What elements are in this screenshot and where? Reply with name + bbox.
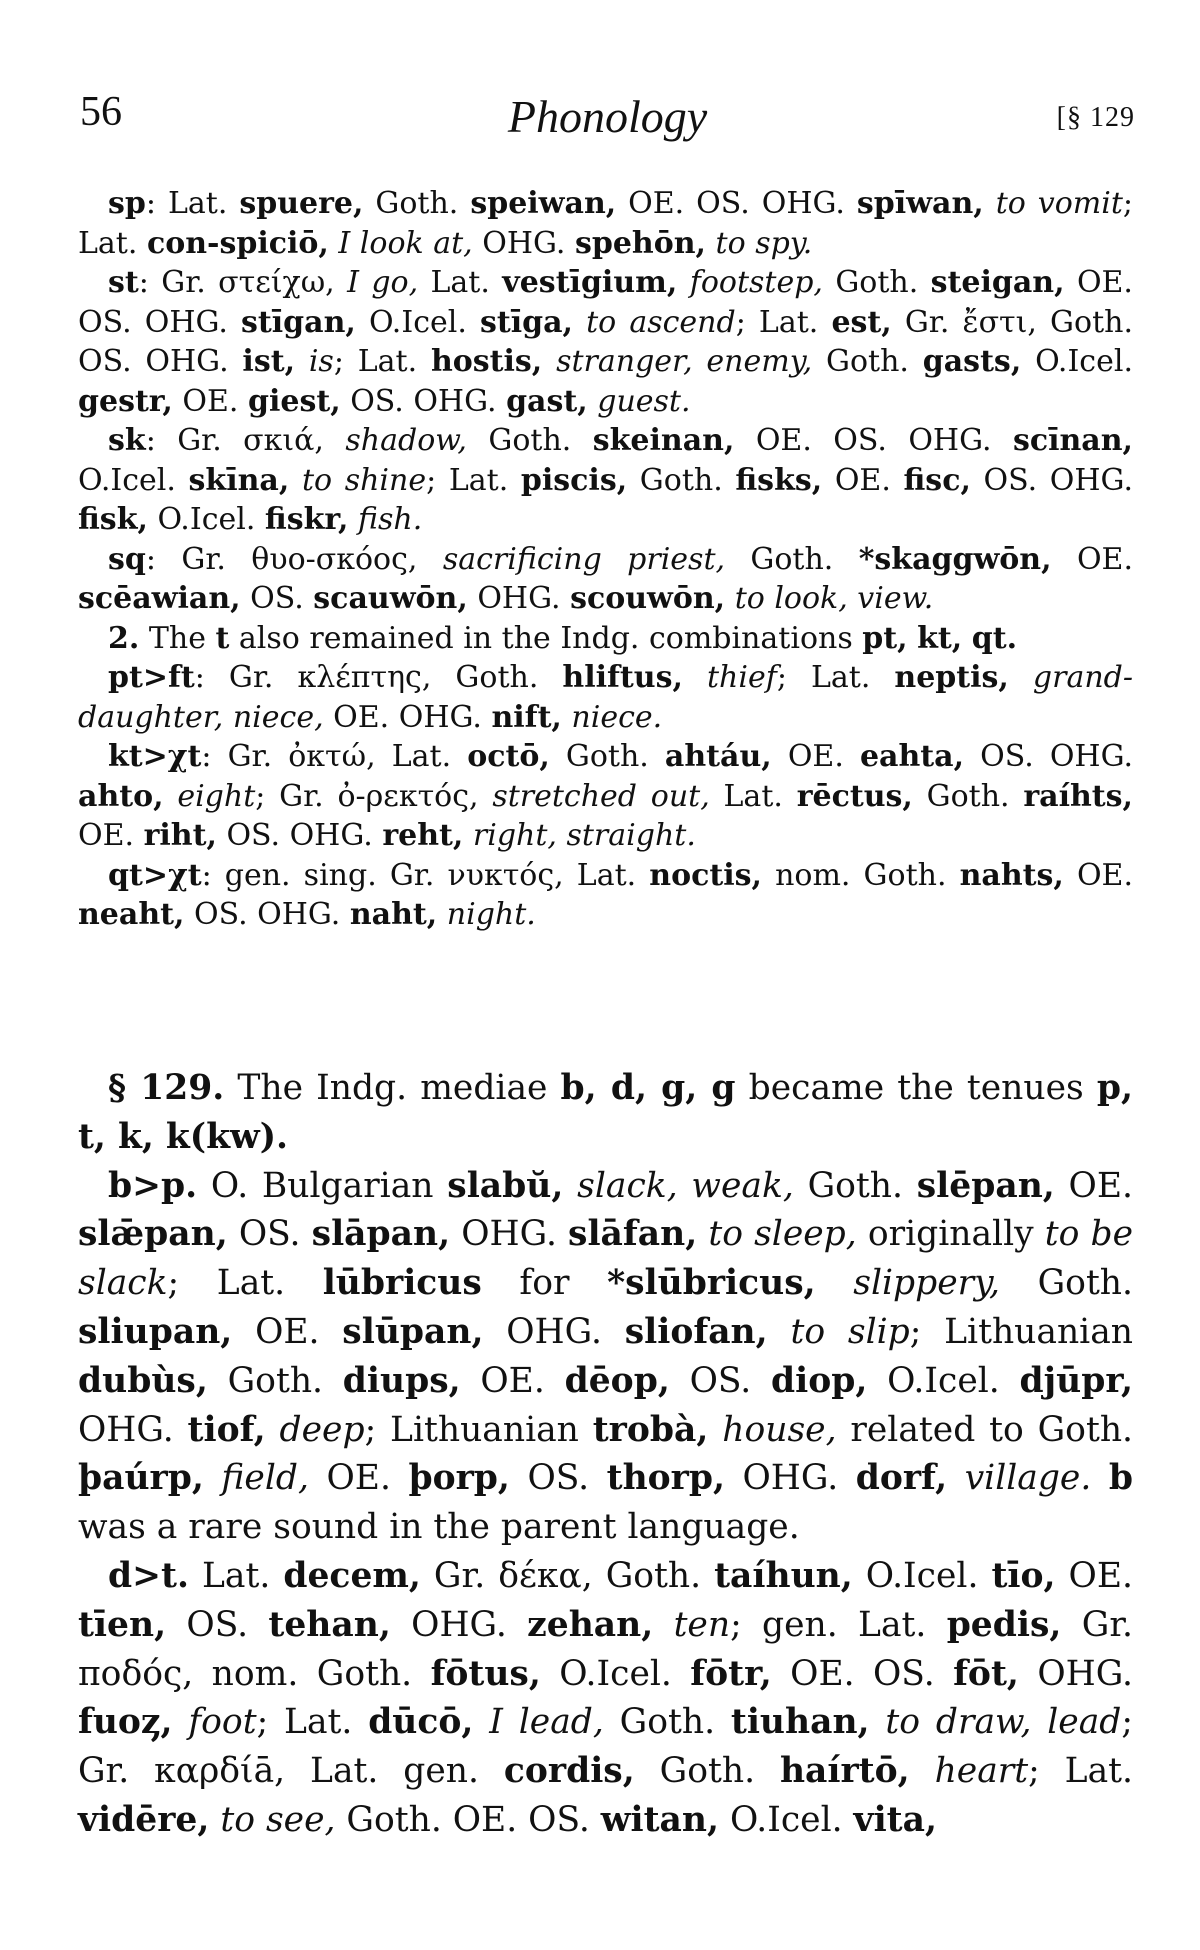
paragraph-st — [78, 263, 1133, 421]
italic-gloss: I go, — [347, 265, 419, 300]
text-run — [653, 1605, 673, 1645]
italic-gloss: foot — [188, 1702, 257, 1743]
bold-word: nift, — [491, 699, 562, 735]
bold-word: sliofan, — [624, 1311, 768, 1352]
text-run: OE. OS. OHG. — [616, 186, 857, 221]
bold-word: diups, — [342, 1360, 461, 1401]
italic-gloss: fish. — [358, 502, 423, 537]
paragraph-sq — [78, 540, 1133, 619]
bold-word: stīgan, — [241, 304, 356, 340]
text-run — [563, 1166, 577, 1206]
text-run: : Gr. θυο-σκόος, — [145, 541, 443, 577]
italic-gloss: is — [308, 344, 334, 379]
italic-gloss: grand-daughter, niece, — [78, 660, 1133, 735]
text-run — [706, 226, 716, 261]
italic-gloss: stretched out, — [492, 778, 710, 814]
text-run — [329, 226, 339, 261]
text-run: OE. — [172, 383, 248, 419]
text-run — [437, 897, 447, 932]
bold-word: kt>χt — [108, 739, 202, 774]
italic-gloss: I lead, — [489, 1702, 604, 1743]
text-run — [697, 1214, 708, 1254]
text-run: OHG. — [78, 1409, 188, 1450]
bold-word: st — [108, 265, 139, 300]
bold-word: scauwōn, — [313, 581, 468, 616]
text-run: ; Lat. — [78, 186, 1134, 261]
text-run — [204, 1458, 222, 1498]
bold-word: spīwan, — [856, 186, 984, 221]
italic-gloss: to vomit — [995, 186, 1123, 221]
text-run: OS. OHG. — [216, 818, 383, 853]
text-run: ; Lithuanian — [909, 1311, 1133, 1352]
text-run: OS. OHG. — [970, 462, 1133, 498]
italic-gloss: to be slack — [78, 1214, 1134, 1304]
bold-word: pedis, — [946, 1604, 1062, 1645]
bold-word: ahto, — [78, 778, 164, 814]
text-run: OE. — [1063, 857, 1133, 893]
italic-gloss: I look at, — [338, 225, 473, 261]
bold-word: scēawian, — [78, 581, 241, 616]
italic-gloss: slack, weak, — [577, 1165, 794, 1206]
text-run: ; Lat. — [735, 304, 832, 340]
bold-word: spehōn, — [574, 225, 706, 261]
bold-word: taíhun, — [714, 1555, 853, 1596]
bold-word: scīnan, — [1012, 423, 1133, 458]
italic-gloss: thief — [706, 660, 777, 695]
text-run: nom. Goth. — [761, 857, 960, 893]
bold-word: zehan, — [527, 1604, 654, 1645]
bold-word: b, d, g, g — [560, 1068, 736, 1108]
italic-gloss: field, — [221, 1458, 309, 1499]
bold-word: lūbricus — [322, 1263, 482, 1304]
text-run: Goth. — [725, 541, 859, 577]
text-run — [588, 384, 598, 419]
text-run: ; Lat. — [333, 344, 431, 379]
text-run: : Gr. στείχω, — [138, 265, 348, 300]
running-title: Phonology — [507, 91, 708, 142]
text-run: Goth. — [912, 778, 1024, 814]
text-run: Goth. — [627, 462, 736, 498]
bold-word: hliftus, — [562, 660, 683, 695]
text-run: OS. OHG. — [964, 739, 1134, 774]
text-run: Gr. δέκα, Goth. — [420, 1555, 715, 1596]
text-run — [708, 1410, 722, 1450]
italic-gloss: footstep, — [689, 265, 823, 300]
bold-word: giest, — [248, 383, 341, 419]
text-run — [542, 344, 556, 379]
text-run: Goth. — [207, 1360, 343, 1401]
text-run — [209, 1800, 220, 1840]
paragraph-t-combinations — [78, 619, 1133, 659]
bold-word: riht, — [143, 818, 217, 853]
text-run: ; Lat. — [256, 1702, 369, 1743]
text-run: OHG. — [483, 1311, 625, 1352]
text-run: O.Icel. — [355, 304, 480, 340]
bold-word: tīo, — [991, 1555, 1056, 1596]
text-run — [962, 621, 972, 656]
bold-word: decem, — [283, 1555, 421, 1596]
text-run: Goth. OE. OS. — [335, 1799, 601, 1840]
text-run: ; gen. Lat. — [730, 1604, 947, 1645]
bold-word: fisc, — [903, 462, 971, 498]
text-run: ; Lithuanian — [364, 1409, 593, 1450]
italic-gloss: heart — [934, 1751, 1029, 1792]
italic-gloss: deep — [279, 1409, 365, 1450]
text-run — [947, 1458, 965, 1498]
italic-gloss: to slip — [790, 1311, 910, 1352]
bold-word: p, t, k, k(kw). — [78, 1068, 1133, 1157]
text-run — [683, 660, 707, 695]
text-run: Goth. — [466, 423, 593, 458]
text-run — [984, 186, 996, 221]
text-run: was a rare sound in the parent language. — [78, 1507, 800, 1548]
text-run: Goth. — [603, 1702, 731, 1743]
bold-word: hostis, — [430, 344, 543, 379]
bold-word: ahtáu, — [664, 739, 772, 774]
text-run: Lat. — [709, 778, 797, 814]
bold-word: þaúrp, — [78, 1458, 204, 1499]
text-run: O. Bulgarian — [197, 1165, 448, 1206]
bold-word: naht, — [349, 897, 438, 932]
text-run: OS. — [669, 1360, 772, 1401]
bold-word: b>p. — [108, 1165, 198, 1206]
text-run: Goth. — [822, 265, 931, 300]
italic-gloss: eight — [177, 778, 256, 814]
text-run: The — [139, 620, 216, 656]
bold-word: fisks, — [735, 462, 823, 498]
page-number: 56 — [80, 89, 122, 135]
bold-word: sliupan, — [78, 1311, 233, 1352]
bold-word: qt. — [971, 620, 1018, 656]
text-run: OE. — [822, 462, 904, 498]
text-run — [173, 1702, 189, 1742]
text-run: OHG. — [390, 1604, 528, 1645]
italic-gloss: to see, — [220, 1799, 336, 1840]
italic-gloss: village. — [964, 1458, 1092, 1499]
bold-word: fōtr, — [690, 1653, 772, 1694]
bold-word: qt>χt — [108, 857, 202, 893]
text-run: Goth. — [812, 344, 923, 379]
text-run: Lat. — [188, 1555, 284, 1596]
bold-word: dubùs, — [78, 1360, 208, 1401]
bold-word: trobà, — [592, 1409, 709, 1450]
text-run: ; Lat. — [426, 462, 521, 498]
text-run: OE. — [1051, 541, 1133, 577]
bold-word: eahta, — [859, 739, 965, 774]
text-run: Gr. ἔστι, Goth. OS. OHG. — [78, 304, 1133, 379]
page-header — [80, 88, 1135, 148]
bold-word: pt, — [862, 620, 908, 656]
italic-gloss: ten — [673, 1604, 731, 1645]
text-run: Goth. — [549, 739, 665, 774]
text-run: also remained in the Indg. combinations — [229, 620, 863, 656]
bold-word: ist, — [242, 344, 296, 379]
bold-word: dūcō, — [368, 1702, 474, 1743]
text-run: originally — [856, 1214, 1045, 1255]
bold-word: slēpan, — [916, 1165, 1055, 1206]
bold-word: skeinan, — [592, 423, 735, 458]
bold-word: slāfan, — [568, 1214, 698, 1255]
bold-word: pt>ft — [108, 660, 195, 695]
paragraph-section-129 — [78, 1064, 1133, 1162]
italic-gloss: to look, view. — [734, 581, 934, 616]
paragraph-d-t — [78, 1552, 1133, 1845]
text-run — [1091, 1458, 1109, 1498]
text-run: O.Icel. — [867, 1360, 1020, 1401]
text-run: Goth. — [1000, 1263, 1133, 1304]
text-run — [1009, 660, 1033, 695]
text-run — [164, 779, 178, 814]
text-run: OS. OHG. — [184, 897, 350, 932]
bold-word: djūpr, — [1019, 1360, 1134, 1401]
text-run: O.Icel. — [852, 1555, 992, 1596]
italic-gloss: stranger, enemy, — [556, 344, 813, 379]
text-run: OE. OS. OHG. — [734, 423, 1013, 458]
italic-gloss: to spy. — [715, 225, 813, 261]
text-run: Lat. — [418, 265, 503, 300]
bold-word: *slūbricus, — [607, 1263, 816, 1304]
text-run — [463, 818, 473, 853]
text-run: OS. OHG. — [340, 383, 507, 419]
text-run: OHG. — [450, 1214, 569, 1255]
bold-word: gasts, — [922, 344, 1022, 379]
text-run: : Gr. σκιά, — [145, 423, 346, 458]
bold-word: thorp, — [606, 1458, 725, 1499]
text-run: became the tenues — [735, 1068, 1097, 1108]
bold-word: fuoȥ, — [78, 1702, 173, 1743]
bold-word: þorp, — [408, 1458, 510, 1499]
italic-gloss: house, — [722, 1409, 837, 1450]
paragraph-sk — [78, 421, 1133, 540]
italic-gloss: to shine — [301, 462, 427, 498]
text-run: OS. — [240, 581, 314, 616]
text-run — [910, 1751, 935, 1791]
bold-word: raíhts, — [1023, 778, 1133, 814]
text-run: OHG. — [1018, 1653, 1133, 1694]
bold-word: noctis, — [649, 857, 762, 893]
bold-word: scouwōn, — [570, 581, 726, 616]
text-run — [348, 502, 358, 537]
italic-gloss: slippery, — [853, 1263, 1000, 1304]
bold-word: dorf, — [855, 1458, 948, 1499]
text-run: OS. — [227, 1214, 312, 1255]
text-run — [289, 463, 302, 498]
text-run — [473, 1702, 489, 1742]
text-run — [870, 1702, 886, 1742]
bold-word: skīna, — [188, 462, 290, 498]
text-run: The Indg. mediae — [224, 1068, 561, 1108]
text-run: OHG. — [472, 225, 575, 261]
text-run: OE. OHG. — [323, 699, 492, 735]
italic-gloss: shadow, — [345, 423, 467, 458]
italic-gloss: sacrificing priest, — [442, 541, 726, 577]
bold-word: haírtō, — [779, 1751, 910, 1792]
bold-word: sp — [108, 186, 146, 221]
section-reference: [§ 129 — [1056, 102, 1135, 133]
bold-word: b — [1108, 1458, 1133, 1499]
small-print-block — [78, 184, 1133, 935]
text-run — [816, 1263, 854, 1303]
text-run: ; Lat. — [776, 660, 895, 695]
text-run: OE. — [1054, 1165, 1133, 1206]
bold-word: vita, — [853, 1799, 937, 1840]
bold-word: t — [215, 620, 230, 656]
text-run: OE. OS. — [771, 1653, 954, 1694]
text-run: for — [481, 1263, 608, 1304]
text-run: OE. — [232, 1311, 343, 1352]
section-129-block — [78, 1064, 1133, 1845]
bold-word: § 129. — [108, 1068, 225, 1108]
bold-word: d>t. — [108, 1555, 189, 1596]
text-run: : Gr. κλέπτης, Goth. — [194, 660, 563, 695]
bold-word: fōt, — [953, 1653, 1019, 1694]
bold-word: steigan, — [930, 265, 1065, 300]
text-run: ; Lat. — [167, 1263, 323, 1304]
bold-word: stīga, — [479, 304, 573, 340]
bold-word: spuere, — [239, 186, 364, 221]
text-run: ; Gr. ὀ-ρεκτός, — [255, 778, 493, 814]
text-run: OE. — [460, 1360, 565, 1401]
text-run: related to Goth. — [836, 1409, 1133, 1450]
text-run: Goth. — [363, 186, 471, 221]
paragraph-sp — [78, 184, 1133, 263]
text-run: OE. — [1055, 1555, 1133, 1596]
text-run: O.Icel. — [147, 502, 265, 537]
text-run: OHG. — [467, 581, 571, 616]
italic-gloss: niece. — [571, 699, 663, 735]
text-run: : Lat. — [145, 186, 240, 221]
bold-word: vidēre, — [78, 1799, 210, 1840]
text-run: OS. — [166, 1604, 269, 1645]
text-run — [768, 1312, 791, 1352]
bold-word: slǣpan, — [78, 1214, 228, 1255]
bold-word: slabŭ, — [447, 1165, 564, 1206]
text-run: O.Icel. — [78, 462, 189, 498]
bold-word: nahts, — [959, 857, 1064, 893]
paragraph-b-p — [78, 1162, 1133, 1552]
bold-word: dēop, — [564, 1360, 670, 1401]
bold-word: fisk, — [78, 502, 148, 537]
bold-word: diop, — [771, 1360, 868, 1401]
bold-word: fōtus, — [430, 1653, 541, 1694]
bold-word: piscis, — [520, 462, 628, 498]
bold-word: speiwan, — [470, 186, 617, 221]
text-run: OS. — [509, 1458, 607, 1499]
text-run: Goth. — [634, 1751, 780, 1792]
bold-word: gestr, — [78, 383, 173, 419]
bold-word: neaht, — [78, 897, 185, 932]
italic-gloss: to draw, lead — [885, 1702, 1122, 1743]
text-run: O.Icel. — [719, 1799, 854, 1840]
text-run: : Gr. ὀκτώ, Lat. — [201, 739, 468, 774]
bold-word: witan, — [600, 1799, 719, 1840]
text-run: OE. OS. OHG. — [78, 265, 1133, 340]
bold-word: neptis, — [894, 660, 1009, 695]
bold-word: slāpan, — [311, 1214, 451, 1255]
paragraph-kt-xt — [78, 737, 1133, 856]
bold-word: gast, — [506, 383, 588, 419]
italic-gloss: guest. — [597, 383, 691, 419]
bold-word: cordis, — [503, 1751, 635, 1792]
bold-word: fiskr, — [264, 502, 349, 537]
bold-word: reht, — [382, 818, 464, 853]
bold-word: octō, — [467, 739, 550, 774]
text-run — [266, 1410, 280, 1450]
bold-word: 2. — [108, 620, 140, 656]
text-run: OE. — [308, 1458, 409, 1499]
text-run: Gr. ποδός, nom. Goth. — [78, 1604, 1133, 1694]
text-run: : gen. sing. Gr. νυκτός, Lat. — [201, 857, 650, 893]
paragraph-pt-ft — [78, 658, 1133, 737]
text-run: OE. — [771, 739, 860, 774]
text-run: OE. — [78, 818, 144, 853]
paragraph-qt-xt — [78, 856, 1133, 935]
text-run — [908, 621, 918, 656]
italic-gloss: right, straight. — [472, 818, 696, 853]
text-run — [295, 344, 309, 379]
text-run — [725, 581, 735, 616]
bold-word: tehan, — [268, 1604, 391, 1645]
bold-word: vestīgium, — [502, 265, 678, 300]
bold-word: con-spiciō, — [146, 225, 329, 261]
text-run — [573, 305, 586, 340]
bold-word: tiuhan, — [730, 1702, 870, 1743]
italic-gloss: to ascend — [586, 304, 736, 340]
text-run — [562, 700, 572, 735]
text-run — [677, 265, 689, 300]
bold-word: sk — [108, 423, 146, 458]
text-run: ; Lat. — [1028, 1751, 1133, 1792]
bold-word: sq — [108, 541, 146, 577]
bold-word: tiof, — [187, 1409, 266, 1450]
text-run: ; Gr. καρδίā, Lat. gen. — [78, 1702, 1133, 1792]
text-run: O.Icel. — [540, 1653, 691, 1694]
text-run: OHG. — [724, 1458, 856, 1499]
text-run: O.Icel. — [1021, 344, 1133, 379]
bold-word: kt, — [917, 620, 963, 656]
bold-word: est, — [831, 304, 892, 340]
italic-gloss: night. — [446, 897, 536, 932]
italic-gloss: to sleep, — [708, 1214, 857, 1255]
bold-word: tīen, — [78, 1604, 167, 1645]
bold-word: rēctus, — [796, 778, 913, 814]
bold-word: slūpan, — [342, 1311, 484, 1352]
bold-word: *skaggwōn, — [858, 541, 1052, 577]
text-run: Goth. — [793, 1165, 917, 1206]
